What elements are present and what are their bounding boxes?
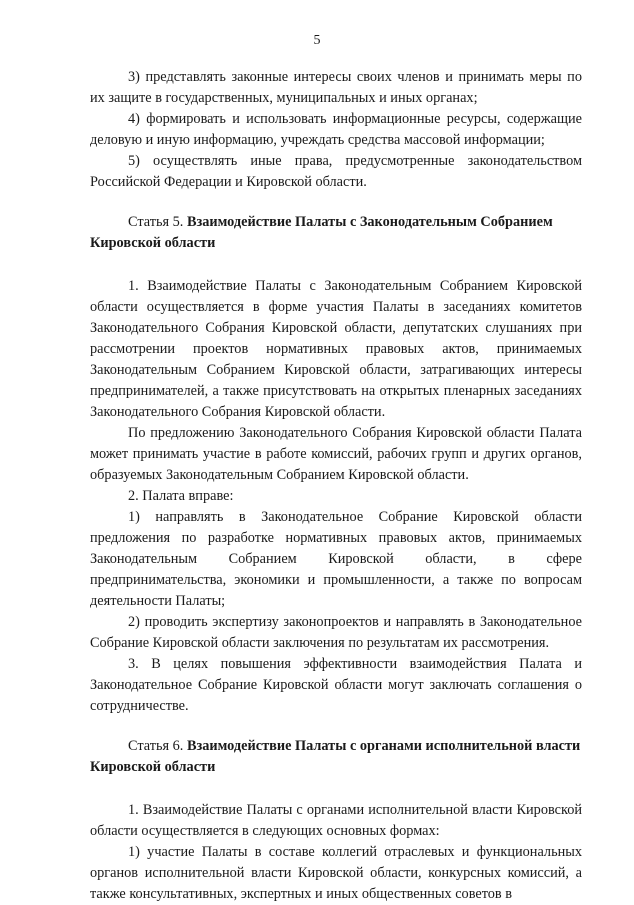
article-5-prefix: Статья 5. [128, 214, 184, 230]
paragraph: 2) проводить экспертизу законопроектов и направлять в Законодательное Собрание Кировской области заключения по результатам их рассмотрения. [90, 614, 582, 651]
paragraph: 3) представлять законные интересы своих членов и принимать меры по их защите в государственных, муниципальных и иных органах; [90, 69, 582, 106]
article-5-title: Взаимодействие Палаты с Законодательным Собранием Кировской области [90, 214, 553, 251]
paragraph: 1. Взаимодействие Палаты с органами исполнительной власти Кировской области осуществляется в следующих основных формах: [90, 802, 582, 839]
article-6-title: Взаимодействие Палаты с органами исполнительной власти Кировской области [90, 738, 581, 775]
paragraph: 2. Палата вправе: [128, 488, 234, 504]
article-5-heading [90, 212, 582, 254]
article-6-heading [90, 736, 582, 778]
paragraph: По предложению Законодательного Собрания Кировской области Палата может принимать участие в работе комиссий, рабочих групп и других органов, образуемых Законодательным Собранием Кировской области. [90, 425, 582, 483]
paragraph: 3. В целях повышения эффективности взаимодействия Палата и Законодательное Собрание Кировской области могут заключать соглашения о сотрудничестве. [90, 656, 582, 714]
paragraph: 1) участие Палаты в составе коллегий отраслевых и функциональных органов исполнительной власти Кировской области, конкурсных комиссий, а также консультативных, экспертных и иных общественных советов в [90, 844, 582, 902]
paragraph: 4) формировать и использовать информационные ресурсы, содержащие деловую и иную информацию, учреждать средства массовой информации; [90, 111, 582, 148]
paragraph: 5) осуществлять иные права, предусмотренные законодательством Российской Федерации и Кировской области. [90, 153, 582, 190]
document-body [90, 67, 582, 905]
paragraph: 1) направлять в Законодательное Собрание Кировской области предложения по разработке нормативных правовых актов, принимаемых Законодательным Собранием Кировской области, в сфере предпринимательства, экономики и промышленности, а также по вопросам деятельности Палаты; [90, 509, 582, 609]
page-number: 5 [313, 33, 321, 48]
article-6-prefix: Статья 6. [128, 738, 184, 754]
paragraph: 1. Взаимодействие Палаты с Законодательным Собранием Кировской области осуществляется в форме участия Палаты в заседаниях комитетов Законодательного Собрания Кировской области, депутатских слушаниях при рассмотрении проектов нормативных правовых актов, принимаемых Законодательным Собранием Кировской области, затрагивающих интересы предпринимателей, а также присутствовать на открытых пленарных заседаниях Законодательного Собрания Кировской области. [90, 278, 582, 420]
